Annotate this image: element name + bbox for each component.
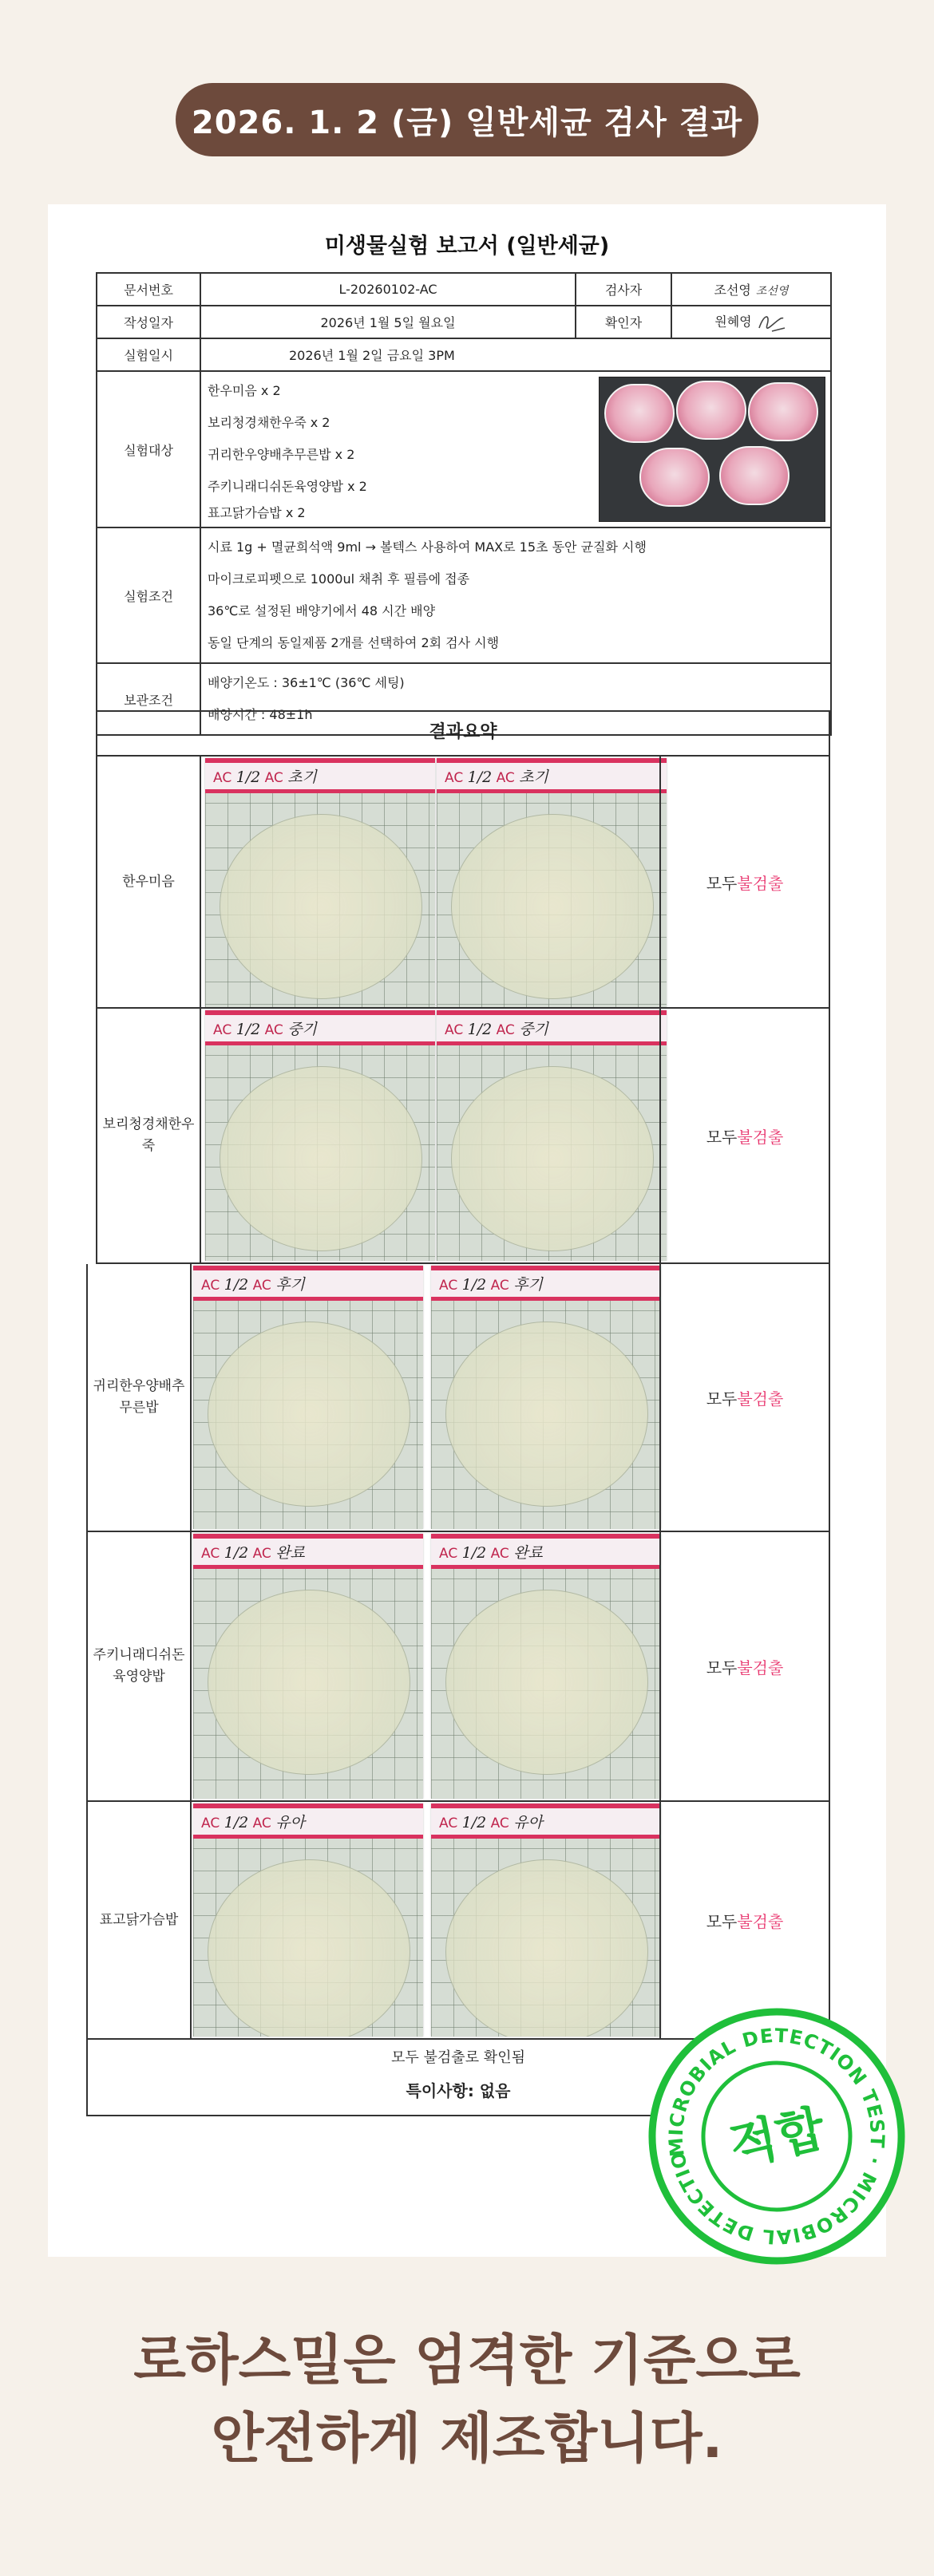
result-accent: 불검출 [737, 1911, 784, 1931]
plate-ratio: 1/2 [461, 1276, 487, 1294]
plate-label-band [431, 1804, 661, 1839]
plate-ac: AC [201, 1815, 220, 1831]
result-prefix: 모두 [706, 873, 738, 893]
plate-ratio: 1/2 [461, 1544, 487, 1562]
target-item: 보리청경채한우죽 x 2 [208, 415, 330, 430]
petri-film-plate [205, 1010, 435, 1261]
plate-handwriting: 중기 [287, 1021, 317, 1038]
plate-handwriting: 초기 [519, 768, 548, 786]
header-title: 2026. 1. 2 (금) 일반세균 검사 결과 [191, 104, 743, 141]
plate-handwriting: 유아 [513, 1814, 543, 1831]
storage-item: 배양기온도 : 36±1℃ (36℃ 세팅) [208, 675, 405, 690]
plate-handwriting: 중기 [519, 1021, 548, 1038]
approval-stamp [624, 1984, 929, 2289]
result-row [86, 1802, 830, 2040]
result-row [86, 1532, 830, 1802]
plate-code: AC [490, 1278, 509, 1294]
inspector-name: 조선영 [714, 282, 751, 298]
result-text [659, 1532, 829, 1800]
result-row [96, 1009, 830, 1264]
plate-ac: AC [439, 1278, 458, 1294]
petri-film-plate [193, 1534, 423, 1799]
written-date: 2026년 1월 5일 월요일 [200, 306, 576, 338]
plate-handwriting: 초기 [287, 768, 317, 786]
plate-ratio: 1/2 [224, 1276, 249, 1294]
plate-code: AC [496, 770, 515, 786]
bottom-message [0, 2322, 934, 2479]
plate-label-band [193, 1534, 423, 1569]
plate-handwriting: 후기 [275, 1276, 305, 1294]
plate-label-band [437, 758, 667, 793]
bottom-line-2: 안전하게 제조합니다. [211, 2408, 723, 2471]
plate-label-band [437, 1010, 667, 1045]
result-prefix: 모두 [706, 1127, 738, 1147]
result-accent: 불검출 [737, 1657, 784, 1677]
plate-ac: AC [201, 1546, 220, 1562]
culture-circle [220, 1066, 422, 1251]
header-title-pill [176, 83, 758, 156]
plate-code: AC [252, 1546, 271, 1562]
plate-code: AC [252, 1278, 271, 1294]
plate-ratio: 1/2 [467, 1021, 493, 1038]
plate-handwriting: 완료 [513, 1544, 543, 1562]
result-row [96, 755, 830, 1009]
plate-label-band [431, 1534, 661, 1569]
report-title: 미생물실험 보고서 (일반세균) [324, 234, 610, 259]
condition-label: 실험조건 [97, 527, 200, 663]
plate-ac: AC [201, 1278, 220, 1294]
target-item: 주키니래디쉬돈육영양밥 x 2 [208, 479, 367, 494]
target-item: 표고닭가슴밥 x 2 [208, 505, 306, 520]
result-prefix: 모두 [706, 1657, 738, 1677]
condition-item: 36℃로 설정된 배양기에서 48 시간 배양 [208, 603, 436, 618]
result-prefix: 모두 [706, 1911, 738, 1931]
plate-label-band [193, 1804, 423, 1839]
report-document [48, 204, 886, 2257]
result-text [659, 757, 829, 1007]
result-accent: 불검출 [737, 1389, 784, 1409]
plate-ac: AC [213, 770, 232, 786]
plate-ac: AC [445, 770, 464, 786]
result-text [659, 1264, 829, 1531]
inspector-cell [671, 273, 831, 306]
plate-code: AC [252, 1815, 271, 1831]
report-meta-table [96, 272, 832, 736]
condition-item: 시료 1g + 멸균희석액 9ml → 볼텍스 사용하여 MAX로 15초 동안 균질화 시행 [208, 539, 647, 555]
petri-film-plate [193, 1804, 423, 2037]
culture-circle [208, 1859, 410, 2037]
confirmer-cell [671, 306, 831, 338]
result-prefix: 모두 [706, 1389, 738, 1409]
petri-film-plate [193, 1266, 423, 1529]
confirmer-signature-icon [756, 310, 788, 334]
plate-label-band [193, 1266, 423, 1301]
plate-handwriting: 완료 [275, 1544, 305, 1562]
culture-circle [445, 1859, 648, 2037]
doc-no-value: L-20260102-AC [200, 273, 576, 306]
culture-circle [451, 1066, 654, 1251]
plate-ratio: 1/2 [235, 768, 261, 786]
plate-label-band [431, 1266, 661, 1301]
inspector-label: 검사자 [576, 273, 671, 306]
petri-film-plate [437, 1010, 667, 1261]
plate-code: AC [264, 1022, 283, 1038]
sample-name: 귀리한우양배추무른밥 [88, 1264, 192, 1531]
summary-title: 결과요약 [96, 710, 830, 755]
plate-ratio: 1/2 [461, 1814, 487, 1831]
confirm-note: 모두 불검출로 확인됨 [391, 2049, 525, 2066]
plate-code: AC [264, 770, 283, 786]
target-item: 귀리한우양배추무른밥 x 2 [208, 447, 355, 462]
test-date-label: 실험일시 [97, 338, 200, 371]
petri-film-plate [431, 1804, 661, 2037]
plate-handwriting: 후기 [513, 1276, 543, 1294]
written-label: 작성일자 [97, 306, 200, 338]
bottom-line-1: 로하스밀은 엄격한 기준으로 [133, 2329, 801, 2392]
sample-photo [599, 377, 825, 522]
result-accent: 불검출 [737, 873, 784, 893]
culture-circle [208, 1590, 410, 1775]
sample-name: 한우미음 [97, 757, 201, 1007]
confirmer-label: 확인자 [576, 306, 671, 338]
petri-film-plate [437, 758, 667, 1007]
condition-item: 동일 단계의 동일제품 2개를 선택하여 2회 검사 시행 [208, 635, 500, 650]
sample-name: 표고닭가슴밥 [88, 1802, 192, 2038]
plate-label-band [205, 758, 435, 793]
test-date-value: 2026년 1월 2일 금요일 3PM [200, 338, 831, 371]
storage-label: 보관조건 [97, 663, 200, 735]
plate-ratio: 1/2 [235, 1021, 261, 1038]
result-row [86, 1264, 830, 1532]
target-label: 실험대상 [97, 371, 200, 527]
plate-label-band [205, 1010, 435, 1045]
special-note: 특이사항: 없음 [406, 2081, 511, 2100]
plate-code: AC [490, 1546, 509, 1562]
plate-handwriting: 유아 [275, 1814, 305, 1831]
petri-film-plate [431, 1534, 661, 1799]
result-text [659, 1009, 829, 1262]
plate-ac: AC [439, 1815, 458, 1831]
doc-no-label: 문서번호 [97, 273, 200, 306]
plate-code: AC [490, 1815, 509, 1831]
sample-name: 보리청경채한우죽 [97, 1009, 201, 1262]
condition-item: 마이크로피펫으로 1000ul 채취 후 필름에 접종 [208, 571, 470, 587]
petri-film-plate [431, 1266, 661, 1529]
plate-ratio: 1/2 [467, 768, 493, 786]
plate-ratio: 1/2 [224, 1544, 249, 1562]
plate-ac: AC [445, 1022, 464, 1038]
sample-name: 주키니래디쉬돈육영양밥 [88, 1532, 192, 1800]
stamp-center-text: 적합 [724, 2099, 830, 2176]
plate-ac: AC [213, 1022, 232, 1038]
plate-code: AC [496, 1022, 515, 1038]
plate-ratio: 1/2 [224, 1814, 249, 1831]
plate-ac: AC [439, 1546, 458, 1562]
culture-circle [451, 814, 654, 999]
storage-item: 배양시간 : 48±1h [208, 707, 313, 722]
result-accent: 불검출 [737, 1127, 784, 1147]
sample-photo-cell [671, 371, 831, 527]
target-item: 한우미음 x 2 [208, 383, 281, 398]
culture-circle [220, 814, 422, 999]
culture-circle [445, 1322, 648, 1507]
condition-list [200, 527, 831, 663]
petri-film-plate [205, 758, 435, 1007]
confirmer-name: 원혜영 [714, 314, 752, 329]
culture-circle [208, 1322, 410, 1507]
stamp-ring-text: MICROBIAL DETECTION TEST · MICROBIAL DETECTION [664, 2024, 889, 2249]
culture-circle [445, 1590, 648, 1775]
inspector-signature: 조선영 [755, 285, 789, 298]
